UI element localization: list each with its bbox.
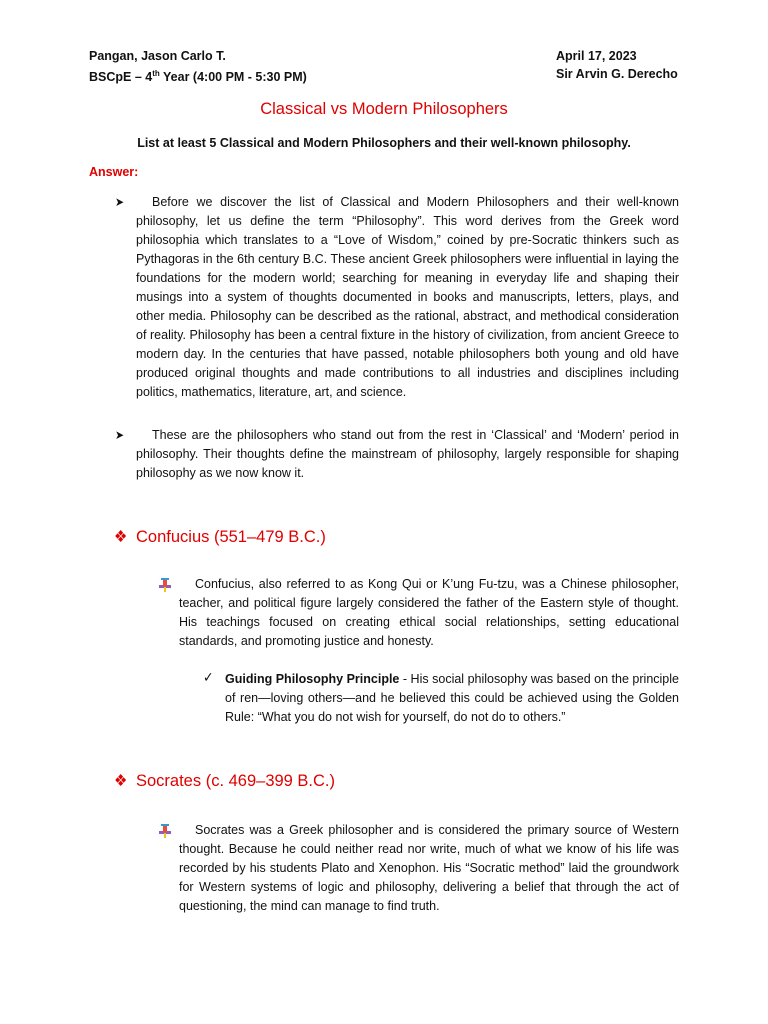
arrow-bullet-icon: ➤ xyxy=(115,428,125,442)
checkmark-icon: ✓ xyxy=(203,669,214,685)
header-left xyxy=(89,47,307,86)
pushpin-icon xyxy=(157,576,173,592)
section-heading-confucius: ❖ Confucius (551–479 B.C.) xyxy=(114,528,326,546)
arrow-bullet-icon: ➤ xyxy=(115,195,125,209)
pushpin-icon xyxy=(157,822,173,838)
intro-paragraph-2: These are the philosophers who stand out from the rest in ‘Classical’ and ‘Modern’ period in philosophy. Their thoughts define the mainstream of philosophy, largely responsible for shaping philosophy as we now know it. xyxy=(136,428,679,480)
socrates-bio: Socrates was a Greek philosopher and is considered the primary source of Western thought. Because he could neither read nor write, much of what we know of his life was recorded by his students Plato and Xenophon. His “Socratic method” laid the groundwork for Western systems of logic and philosophy, delivering a belief that through the act of questioning, the mind can manage to find truth. xyxy=(179,823,679,913)
page-title: Classical vs Modern Philosophers xyxy=(260,100,508,118)
diamond-bullet-icon: ❖ xyxy=(114,772,128,790)
instructor: Sir Arvin G. Derecho xyxy=(556,67,678,81)
answer-label: Answer: xyxy=(89,165,139,179)
course-line: BSCpE – 4th Year (4:00 PM - 5:30 PM) xyxy=(89,69,307,85)
header-right xyxy=(556,47,678,83)
section-heading-socrates: ❖ Socrates (c. 469–399 B.C.) xyxy=(114,772,336,790)
diamond-bullet-icon: ❖ xyxy=(114,528,128,546)
confucius-bio: Confucius, also referred to as Kong Qui or K’ung Fu-tzu, was a Chinese philosopher, teacher, and political figure largely considered the father of the Eastern style of thought. His teachings focused on creating ethical social relationships, setting educational standards, and promoting justice and honesty. xyxy=(179,577,679,648)
intro-paragraph-1: Before we discover the list of Classical and Modern Philosophers and their well-known philosophy, let us define the term “Philosophy”. This word derives from the Greek word philosophia which translates to a “Love of Wisdom,” coined by pre-Socratic thinkers such as Pythagoras in the 6th century B.C. These ancient Greek philosophers were influential in laying the foundations for the modern world; searching for meaning in everyday life and shaping their musings into a system of thoughts documented in books and manuscripts, letters, plays, and other media. Philosophy can be described as the rational, abstract, and methodical consideration of reality. Philosophy has been a central fixture in the history of civilization, from ancient Greece to modern day. In the centuries that have passed, notable philosophers both young and old have produced original thoughts and made contributions to all industries and disciplines including politics, mathematics, literature, art, and science. xyxy=(136,195,679,399)
subtitle: List at least 5 Classical and Modern Philosophers and their well-known philosophy. xyxy=(137,136,631,150)
confucius-principle: Guiding Philosophy Principle - His social philosophy was based on the principle of ren—loving others—and he believed this could be achieved using the Golden Rule: “What you do not wish for yourself, do not do to others.” xyxy=(225,672,679,724)
author-name: Pangan, Jason Carlo T. xyxy=(89,49,226,63)
date: April 17, 2023 xyxy=(556,49,637,63)
